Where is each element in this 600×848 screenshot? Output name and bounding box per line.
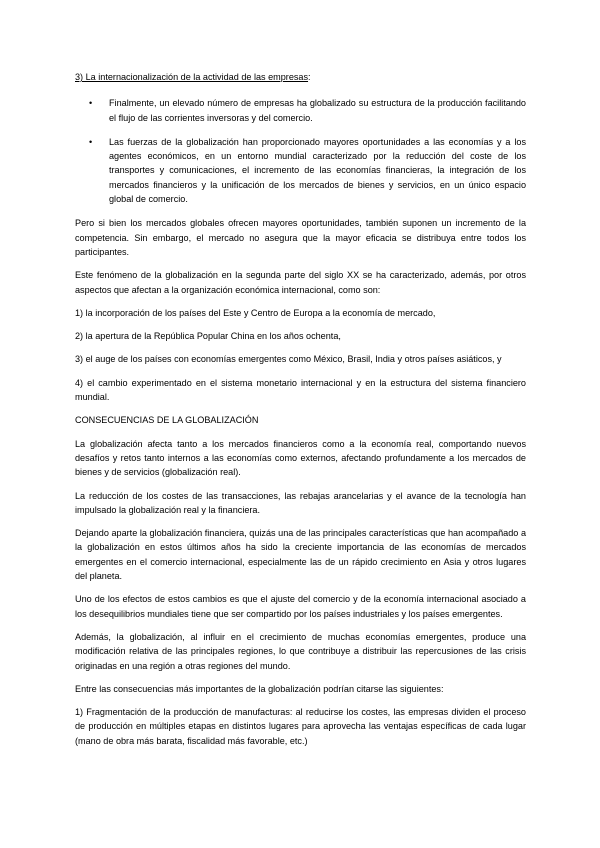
bullet-icon: • xyxy=(89,98,93,109)
section-heading-colon: : xyxy=(308,72,311,82)
bullet-icon: • xyxy=(89,136,93,147)
paragraph-aspect-1: 1) la incorporación de los países del Este y Centro de Europa a la economía de mercado, xyxy=(75,307,436,318)
consequences-heading: CONSECUENCIAS DE LA GLOBALIZACIÓN xyxy=(75,415,259,426)
paragraph-aspects-intro: Este fenómeno de la globalización en la segunda parte del siglo XX se ha caracterizado, además, por otros aspectos que afectan a la organización económica internacional, como son: xyxy=(75,270,526,295)
bullet-list xyxy=(75,96,526,206)
paragraph-aspect-4: 4) el cambio experimentado en el sistema monetario internacional y en la estructura del sistema financiero mundial. xyxy=(75,377,526,403)
section-heading-line xyxy=(75,70,526,84)
paragraph-consequences-4: Uno de los efectos de estos cambios es que el ajuste del comercio y de la economía internacional asociado a los desequilibrios mundiales tiene que ser compartido por los países industriales y los países emergentes. xyxy=(75,594,526,619)
paragraph-aspect-3: 3) el auge de los países con economías emergentes como México, Brasil, India y otros países asiáticos, y xyxy=(75,354,502,365)
section-heading: 3) La internacionalización de la actividad de las empresas xyxy=(75,72,309,82)
document-page xyxy=(75,70,526,757)
list-item xyxy=(75,96,526,125)
bullet-text: Finalmente, un elevado número de empresas ha globalizado su estructura de la producción facilitando el flujo de las corrientes inversoras y del comercio. xyxy=(109,98,526,123)
paragraph-consequences-3: Dejando aparte la globalización financiera, quizás una de las principales características que han acompañado a la globalización en estos últimos años ha sido la creciente importancia de las economías de mercados emergentes en el comercio internacional, especialmente las de un rápido crecimiento en Asia y otros lugares del planeta. xyxy=(75,528,526,582)
list-item xyxy=(75,135,526,206)
paragraph-consequences-7: 1) Fragmentación de la producción de manufacturas: al reducirse los costes, las empresas dividen el proceso de producción en múltiples etapas en distintos lugares para aprovecha las ventajas específicas de cada lugar (mano de obra más barata, fiscalidad más favorable, etc.) xyxy=(75,707,526,746)
bullet-text: Las fuerzas de la globalización han proporcionado mayores oportunidades a las economías y a los agentes económicos, en un entorno mundial caracterizado por la reducción del coste de los transportes y comunicaciones, el incremento de las economías financieras, la integración de los mercados financieros y la unificación de los mercados de bienes y servicios, en un único espacio global de comercio. xyxy=(109,136,526,205)
paragraph-competition: Pero si bien los mercados globales ofrecen mayores oportunidades, también suponen un incremento de la competencia. Sin embargo, el mercado no asegura que la mayor eficacia se distribuya entre todos los participantes. xyxy=(75,218,526,257)
paragraph-aspect-2: 2) la apertura de la República Popular China en los años ochenta, xyxy=(75,331,341,342)
paragraph-consequences-2: La reducción de los costes de las transacciones, las rebajas arancelarias y el avance de la tecnología han impulsado la globalización real y la financiera. xyxy=(75,490,526,515)
paragraph-consequences-5: Además, la globalización, al influir en el crecimiento de muchas economías emergentes, produce una modificación relativa de las principales regiones, lo que contribuye a distribuir las repercusiones de las crisis originadas en una región a otras regiones del mundo. xyxy=(75,631,526,671)
paragraph-consequences-6: Entre las consecuencias más importantes de la globalización podrían citarse las siguientes: xyxy=(75,683,444,694)
paragraph-consequences-1: La globalización afecta tanto a los mercados financieros como a la economía real, comportando nuevos desafíos y retos tanto internos a las economías como externos, afectando profundamente a los mercados de bienes y de servicios (globalización real). xyxy=(75,438,526,478)
